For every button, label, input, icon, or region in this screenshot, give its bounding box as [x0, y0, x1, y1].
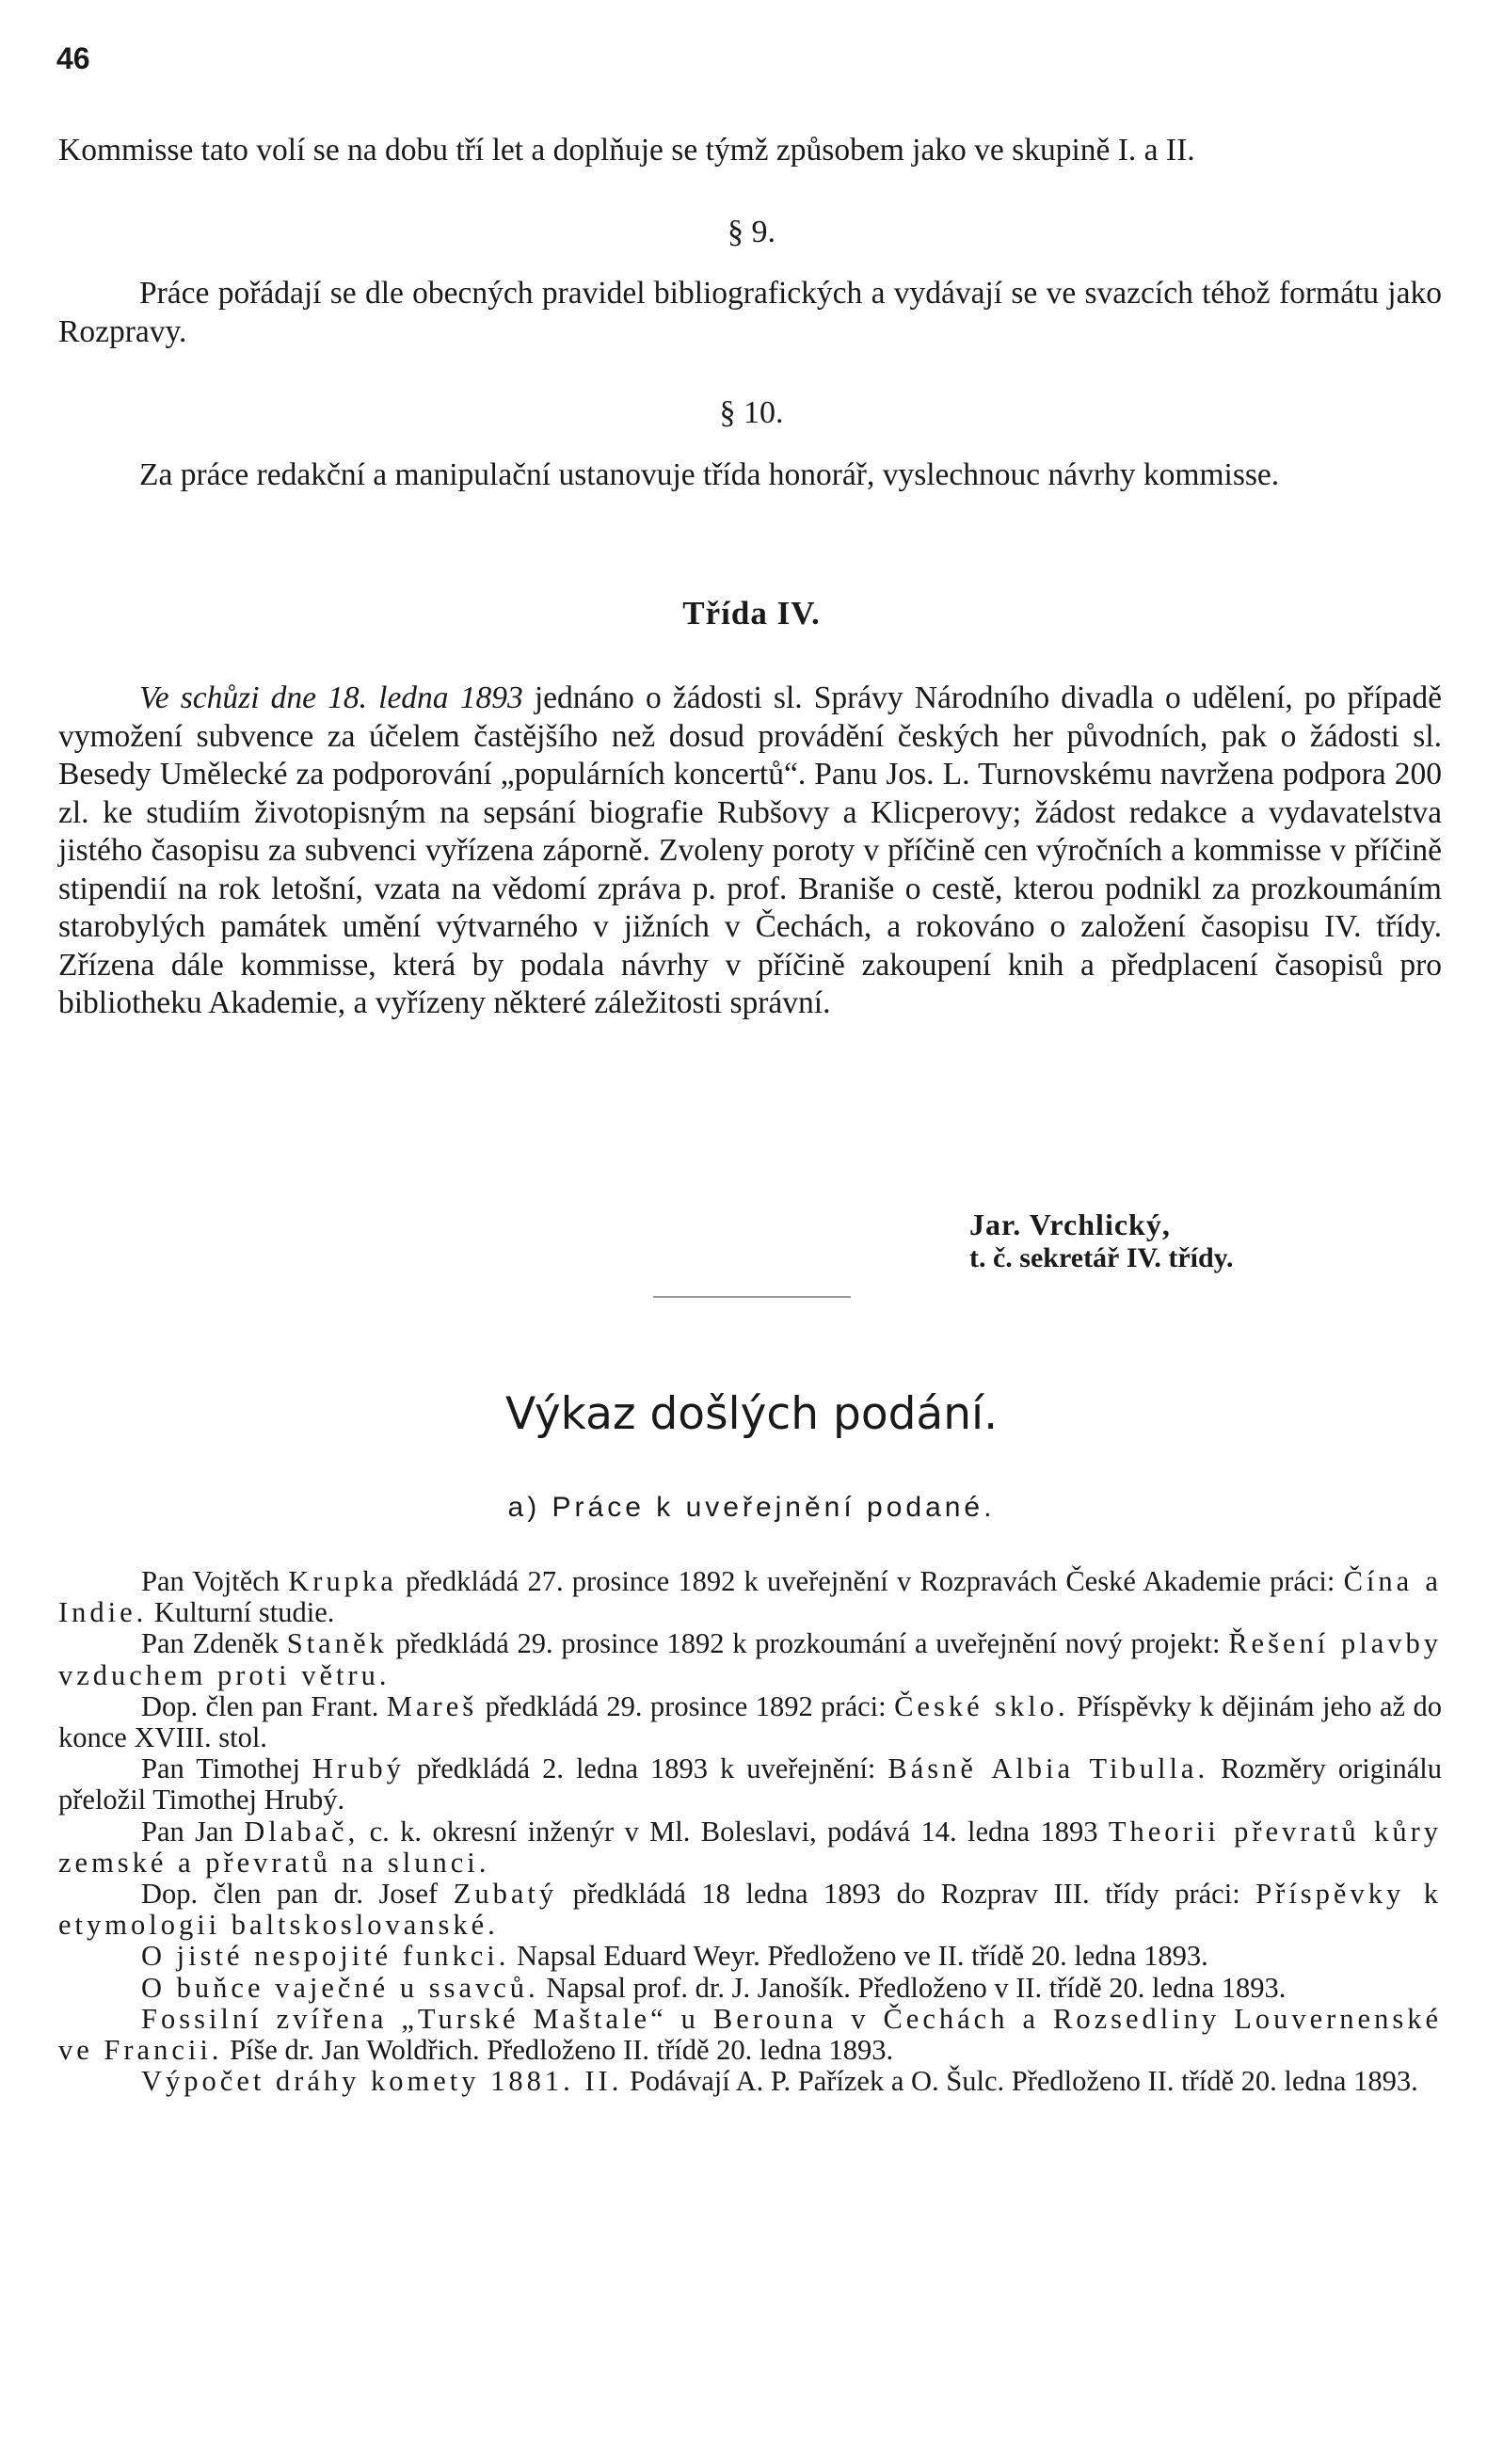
submission-entry	[58, 2066, 1442, 2097]
spaced-title-text: O buňce vaječné u ssavců.	[141, 1971, 539, 2004]
page-number: 46	[56, 41, 90, 75]
section-9-paragraph: Práce pořádají se dle obecných pravidel bibliografických a vydávají se ve svazcích téhož formátu jako Rozpravy.	[58, 276, 1442, 349]
spaced-title-text: Příspěvky k etymologii baltskoslovanské.	[58, 1878, 1443, 1942]
submission-entry	[58, 1628, 1442, 1690]
class-iv-heading: Třída IV.	[682, 595, 821, 632]
entry-text: Pan Jan	[141, 1815, 245, 1848]
entry-text: Příspěvky k dějinám jeho až do konce XVIII. stol.	[58, 1689, 1442, 1754]
divider-rule	[653, 1296, 851, 1298]
entry-text: předkládá 29. prosince 1892 práci:	[477, 1689, 895, 1722]
spaced-title-text: Hrubý	[312, 1752, 405, 1785]
entry-text: Pan Timothej	[141, 1752, 312, 1785]
entry-text: předkládá 27. prosince 1892 k uveřejnění v Rozpravách České Akademie práci:	[396, 1565, 1344, 1597]
spaced-title-text: Staněk	[286, 1627, 388, 1660]
entry-text: Píše dr. Jan Woldřich. Předloženo II. třídě 20. ledna 1893.	[222, 2034, 894, 2067]
signature-role: t. č. sekretář IV. třídy.	[969, 1242, 1234, 1273]
meeting-date: Ve schůzi dne 18. ledna 1893	[139, 680, 523, 715]
spaced-title-text: Zubatý	[453, 1878, 558, 1911]
entry-text: Dop. člen pan dr. Josef	[141, 1878, 454, 1911]
spaced-title-text: Krupka	[288, 1565, 397, 1597]
spaced-title-text: Fossilní zvířena „Turské Maštale“ u Berouna v Čechách a Rozsedliny Louvernenské ve Francii.	[58, 2002, 1442, 2067]
submission-entry	[58, 1566, 1442, 1628]
entry-text: Napsal prof. dr. J. Janošík. Předloženo v II. třídě 20. ledna 1893.	[538, 1971, 1287, 2004]
submission-list	[58, 1566, 1442, 2097]
entry-text: předkládá 2. ledna 1893 k uveřejnění:	[404, 1752, 888, 1785]
section-9-heading: § 9.	[728, 215, 775, 249]
signature-name: Jar. Vrchlický,	[969, 1208, 1171, 1241]
spaced-title-text: České sklo.	[894, 1689, 1069, 1722]
report-title: Výkaz došlých podání.	[504, 1388, 999, 1440]
submission-entry	[58, 1816, 1442, 1879]
submission-entry	[58, 1879, 1442, 1941]
submission-entry	[58, 1973, 1442, 2004]
intro-paragraph: Kommisse tato volí se na dobu tří let a doplňuje se týmž způsobem jako ve skupině I. a II.	[58, 133, 1195, 168]
spaced-title-text: Mareš	[386, 1689, 478, 1722]
entry-text: Napsal Eduard Weyr. Předloženo ve II. třídě 20. ledna 1893.	[509, 1940, 1208, 1973]
entry-text: Rozměry originálu přeložil Timothej Hrubý.	[58, 1752, 1442, 1816]
spaced-title-text: O jisté nespojité funkci.	[141, 1940, 510, 1973]
submission-entry	[58, 1691, 1442, 1753]
submission-entry	[58, 1941, 1442, 1972]
entry-text: Pan Vojtěch	[141, 1565, 289, 1597]
submission-entry	[58, 1753, 1442, 1816]
spaced-title-text: Dlabač,	[244, 1815, 360, 1848]
entry-text: předkládá 29. prosince 1892 k prozkoumání a uveřejnění nový projekt:	[387, 1627, 1229, 1660]
spaced-title-text: Výpočet dráhy komety 1881. II.	[141, 2065, 623, 2098]
entry-text: Podávají A. P. Pařízek a O. Šulc. Předloženo II. třídě 20. ledna 1893.	[622, 2065, 1418, 2098]
entry-text: Kulturní studie.	[147, 1596, 335, 1629]
spaced-title-text: Čína a Indie.	[58, 1565, 1442, 1629]
entry-text: c. k. okresní inženýr v Ml. Boleslavi, podává 14. ledna 1893	[359, 1815, 1109, 1848]
section-10-heading: § 10.	[719, 395, 784, 430]
meeting-paragraph	[58, 680, 1442, 1023]
entry-text: předkládá 18 ledna 1893 do Rozprav III. třídy práci:	[557, 1878, 1256, 1911]
spaced-title-text: Řešení plavby vzduchem proti větru.	[58, 1627, 1442, 1691]
spaced-title-text: Theorii převratů kůry zemské a převratů na slunci.	[58, 1815, 1442, 1879]
section-10-paragraph: Za práce redakční a manipulační ustanovuje třída honorář, vyslechnouc návrhy kommisse.	[139, 457, 1280, 492]
report-subtitle: a) Práce k uveřejnění podané.	[507, 1492, 996, 1523]
entry-text: Dop. člen pan Frant.	[141, 1689, 387, 1722]
submission-entry	[58, 2004, 1442, 2066]
meeting-text: jednáno o žádosti sl. Správy Národního divadla o udělení, po případě vymožení subvence za účelem častějšího než dosud provádění českých her původních, pak o žádosti sl. Besedy Umělecké za podporování „populárních koncertů“. Panu Jos. L. Turnovskému navržena podpora 200 zl. ke studiím životopisným na sepsání biografie Rubšovy a Klicperovy; žádost redakce a vydavatelstva jistého časopisu za subvenci vyřízena záporně. Zvoleny poroty v příčině cen výročních a kommisse v příčině stipendií na rok letošní, vzata na vědomí zpráva p. prof. Braniše o cestě, kterou podnikl za prozkoumáním starobylých památek umění výtvarného v jižních v Čechách, a rokováno o založení časopisu IV. třídy. Zřízena dále kommisse, která by podala návrhy v příčině zakoupení knih a předplacení časopisů pro bibliotheku Akademie, a vyřízeny některé záležitosti správní.	[58, 680, 1443, 1020]
entry-text: Pan Zdeněk	[141, 1627, 287, 1660]
spaced-title-text: Básně Albia Tibulla.	[887, 1752, 1209, 1785]
